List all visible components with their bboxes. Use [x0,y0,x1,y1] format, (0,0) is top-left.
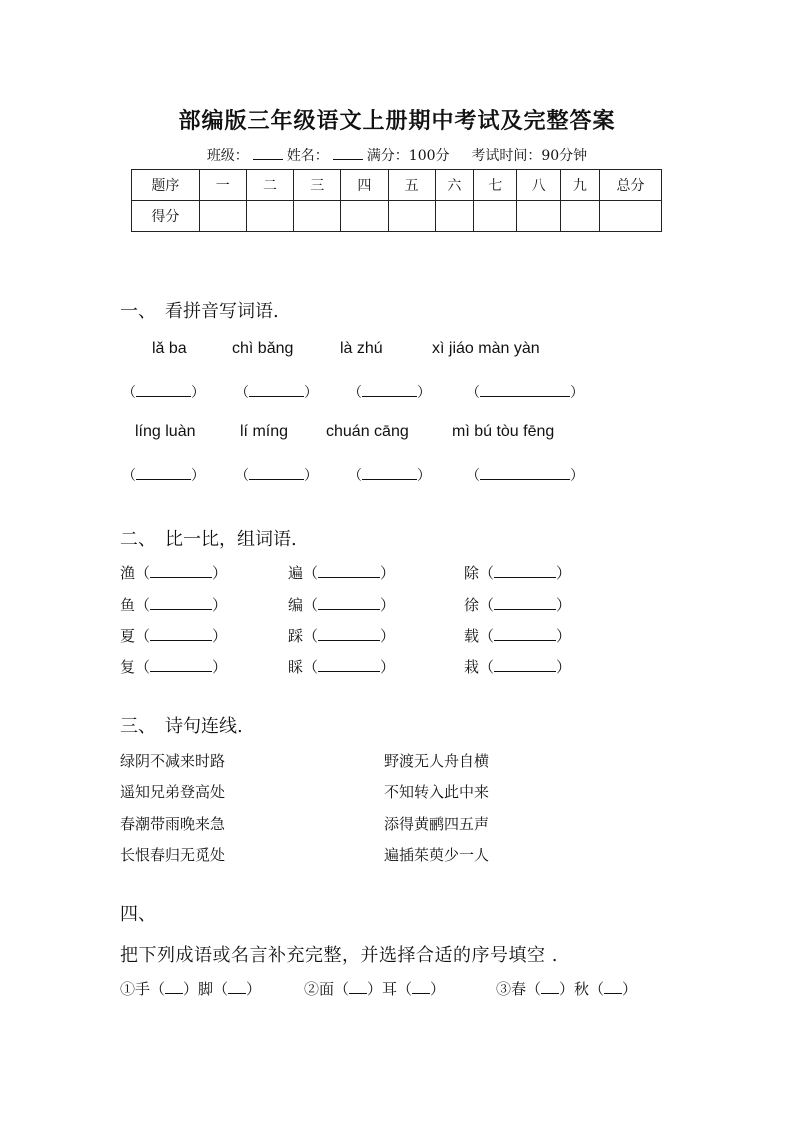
score-row-label: 得分 [132,201,200,232]
paren-open: （ [122,385,136,401]
compare-item[interactable] [288,625,395,646]
answer-blank[interactable] [412,981,430,994]
paren-open: （ [479,596,495,614]
idiom-item[interactable] [496,978,637,999]
section2-heading: 二、 比一比，组词语. [120,529,297,550]
section1-heading: 一、 看拼音写词语. [120,301,279,322]
paren-close: ） [556,658,572,676]
answer-blank[interactable] [362,467,417,480]
answer-blank[interactable] [494,659,556,672]
name-blank[interactable] [333,147,363,160]
score-cell[interactable] [435,201,473,232]
answer-blank[interactable] [349,981,367,994]
compare-char: 踩 [288,627,304,645]
idiom-text: ）秋（ [559,980,605,998]
score-cell[interactable] [199,201,246,232]
paren-open: （ [479,564,495,582]
answer-box[interactable] [466,382,584,402]
class-blank[interactable] [253,147,283,160]
idiom-text: ）脚（ [183,980,229,998]
paren-close: ） [191,385,205,401]
paren-close: ） [570,468,584,484]
answer-blank[interactable] [318,565,380,578]
answer-blank[interactable] [362,384,417,397]
idiom-item[interactable] [304,978,445,999]
answer-box[interactable] [235,382,318,402]
answer-blank[interactable] [480,384,570,397]
compare-char: 载 [464,627,480,645]
score-cell[interactable] [474,201,517,232]
answer-blank[interactable] [249,384,304,397]
paren-close: ） [556,627,572,645]
score-header-cell: 五 [388,170,435,201]
idiom-text: ） [246,980,262,998]
paren-close: ） [304,385,318,401]
paren-close: ） [380,627,396,645]
answer-blank[interactable] [249,467,304,480]
score-header-cell: 三 [294,170,341,201]
score-cell[interactable] [517,201,560,232]
paren-open: （ [479,658,495,676]
compare-char: 遍 [288,564,304,582]
idiom-text: ）耳（ [367,980,413,998]
paren-open: （ [348,468,362,484]
paren-open: （ [303,627,319,645]
paren-open: （ [135,627,151,645]
idiom-text: ②面（ [304,980,350,998]
answer-blank[interactable] [150,597,212,610]
idiom-item[interactable] [120,978,261,999]
score-header-cell: 题序 [132,170,200,201]
paren-close: ） [380,596,396,614]
paren-open: （ [122,468,136,484]
score-header-cell: 七 [474,170,517,201]
answer-blank[interactable] [494,565,556,578]
section3-heading: 三、 诗句连线. [120,716,243,737]
compare-char: 鱼 [120,596,136,614]
score-header-cell: 二 [246,170,293,201]
answer-blank[interactable] [318,597,380,610]
paren-close: ） [212,596,228,614]
score-cell[interactable] [560,201,599,232]
time-label: 考试时间：90分钟 [471,148,588,164]
score-header-cell: 六 [435,170,473,201]
compare-item[interactable] [120,594,227,615]
paren-open: （ [235,468,249,484]
compare-char: 除 [464,564,480,582]
compare-item[interactable] [464,625,571,646]
compare-item[interactable] [120,562,227,583]
paren-close: ） [417,468,431,484]
paren-open: （ [235,385,249,401]
pinyin-item: chì bǎng [232,340,294,357]
paren-close: ） [556,596,572,614]
paren-close: ） [417,385,431,401]
pinyin-item: lí míng [240,423,289,440]
answer-box[interactable] [122,382,205,402]
answer-blank[interactable] [150,565,212,578]
answer-blank[interactable] [480,467,570,480]
paren-close: ） [304,468,318,484]
paren-close: ） [191,468,205,484]
answer-blank[interactable] [318,659,380,672]
compare-item[interactable] [464,562,571,583]
compare-char: 夏 [120,627,136,645]
score-table-header-row [132,170,662,201]
pinyin-item: mì bú tòu fēng [452,423,555,440]
poem-line-right[interactable]: 添得黄鹂四五声 [384,815,490,833]
score-header-cell: 九 [560,170,599,201]
name-label: 姓名： [286,148,329,164]
compare-item[interactable] [120,656,227,677]
answer-box[interactable] [466,465,584,485]
poem-line-left[interactable]: 长恨春归无觅处 [120,846,226,864]
idiom-text: ③春（ [496,980,542,998]
answer-blank[interactable] [494,628,556,641]
score-header-cell: 一 [199,170,246,201]
section4-heading: 四、 [120,904,156,925]
idiom-text: ①手（ [120,980,166,998]
score-cell[interactable] [600,201,662,232]
compare-item[interactable] [464,656,571,677]
exam-info [0,145,794,165]
page-title: 部编版三年级语文上册期中考试及完整答案 [178,108,616,134]
answer-box[interactable] [348,465,431,485]
pinyin-item: chuán cāng [326,423,409,440]
answer-box[interactable] [122,465,205,485]
paren-open: （ [348,385,362,401]
pinyin-item: líng luàn [135,423,196,440]
compare-char: 栽 [464,658,480,676]
score-cell[interactable] [246,201,293,232]
answer-blank[interactable] [150,659,212,672]
answer-box[interactable] [235,465,318,485]
paren-close: ） [380,658,396,676]
answer-blank[interactable] [150,628,212,641]
poem-line-right[interactable]: 遍插茱萸少一人 [384,846,490,864]
score-cell[interactable] [294,201,341,232]
paren-close: ） [570,385,584,401]
compare-char: 编 [288,596,304,614]
compare-item[interactable] [288,562,395,583]
paren-close: ） [556,564,572,582]
idiom-text: ） [622,980,638,998]
compare-item[interactable] [288,594,395,615]
paren-close: ） [212,627,228,645]
pinyin-item: lǎ ba [152,340,187,357]
class-label: 班级： [206,148,249,164]
compare-item[interactable] [288,656,395,677]
idiom-text: ） [430,980,446,998]
score-header-cell: 总分 [600,170,662,201]
poem-line-right[interactable]: 野渡无人舟自横 [384,752,490,770]
paren-open: （ [303,658,319,676]
paren-close: ） [212,658,228,676]
answer-blank[interactable] [228,981,246,994]
compare-char: 睬 [288,658,304,676]
paren-open: （ [135,564,151,582]
paren-open: （ [303,564,319,582]
score-header-cell: 八 [517,170,560,201]
score-cell[interactable] [388,201,435,232]
compare-char: 渔 [120,564,136,582]
score-label: 满分：100分 [366,148,450,164]
pinyin-item: xì jiáo màn yàn [432,340,540,357]
answer-blank[interactable] [136,384,191,397]
compare-item[interactable] [464,594,571,615]
paren-close: ） [380,564,396,582]
poem-line-left[interactable]: 绿阴不减来时路 [120,752,226,770]
poem-line-left[interactable]: 遥知兄弟登高处 [120,783,226,801]
answer-box[interactable] [348,382,431,402]
answer-blank[interactable] [318,628,380,641]
paren-open: （ [466,468,480,484]
compare-item[interactable] [120,625,227,646]
score-cell[interactable] [341,201,388,232]
paren-open: （ [303,596,319,614]
paren-open: （ [479,627,495,645]
score-header-cell: 四 [341,170,388,201]
section4-instruction: 把下列成语或名言补充完整，并选择合适的序号填空 . [120,945,558,966]
paren-open: （ [135,658,151,676]
compare-char: 复 [120,658,136,676]
paren-open: （ [135,596,151,614]
answer-blank[interactable] [136,467,191,480]
pinyin-item: là zhú [340,340,383,357]
answer-blank[interactable] [604,981,622,994]
paren-open: （ [466,385,480,401]
compare-char: 徐 [464,596,480,614]
poem-line-left[interactable]: 春潮带雨晚来急 [120,815,226,833]
score-table-score-row [132,201,662,232]
answer-blank[interactable] [541,981,559,994]
answer-blank[interactable] [165,981,183,994]
answer-blank[interactable] [494,597,556,610]
paren-close: ） [212,564,228,582]
score-table [131,169,662,232]
poem-line-right[interactable]: 不知转入此中来 [384,783,490,801]
